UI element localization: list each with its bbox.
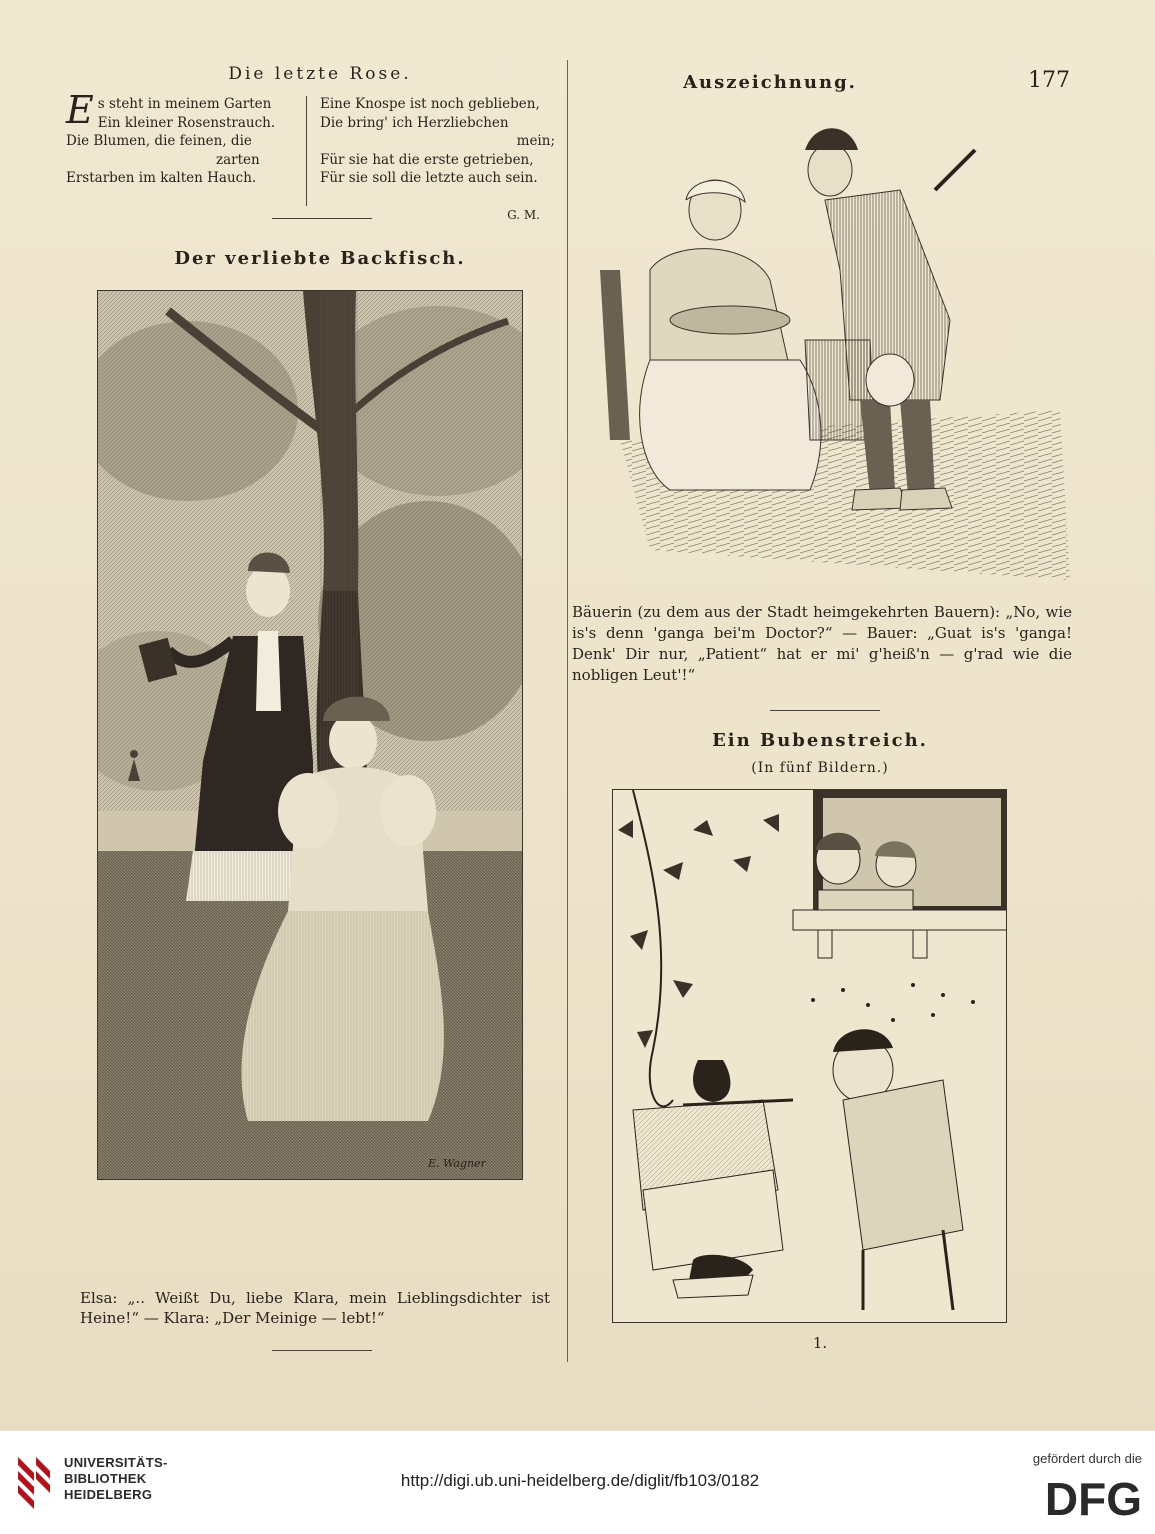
library-name-line: HEIDELBERG <box>64 1487 153 1502</box>
poem-author-initials: G. M. <box>507 208 540 222</box>
backfisch-illustration <box>97 290 523 1180</box>
bubenstreich-illustration <box>612 789 1007 1323</box>
library-name-line: UNIVERSITÄTS- <box>64 1455 168 1470</box>
archive-footer <box>0 1430 1155 1534</box>
section-divider <box>272 218 372 219</box>
poem-divider <box>306 96 307 206</box>
svg-text:DFG: DFG <box>1044 1475 1142 1519</box>
bubenstreich-title: Ein Bubenstreich. <box>712 730 928 751</box>
backfisch-caption: Elsa: „.. Weißt Du, liebe Klara, mein Lieblingsdichter ist Heine!“ — Klara: „Der Meinige — lebt!“ <box>80 1289 550 1327</box>
poem-line: Für sie hat die erste getrieben, <box>320 151 534 168</box>
bubenstreich-subtitle: (In fünf Bildern.) <box>751 760 889 776</box>
backfisch-engraving <box>98 291 523 1180</box>
poem-line: s steht in meinem Garten <box>97 96 272 112</box>
poem-line: Eine Knospe ist noch geblieben, <box>320 96 540 112</box>
section-divider <box>272 1350 372 1351</box>
poem-line: Die Blumen, die feinen, die <box>66 133 252 149</box>
poem-line: Für sie soll die letzte auch sein. <box>320 170 538 186</box>
artist-signature: E. Wagner <box>428 1157 486 1170</box>
page-number: 177 <box>1028 68 1070 93</box>
dfg-logo-icon[interactable] <box>1030 1475 1142 1519</box>
section-divider <box>770 710 880 711</box>
ub-heidelberg-logo-icon[interactable] <box>14 1451 54 1513</box>
funded-by-label: gefördert durch die <box>1032 1451 1142 1466</box>
library-name-line: BIBLIOTHEK <box>64 1471 147 1486</box>
poem-line: Die bring' ich Herzliebchen <box>320 114 509 131</box>
poem-line: Erstarben im kalten Hauch. <box>66 170 257 186</box>
poem-line: Ein kleiner Rosenstrauch. <box>97 114 276 131</box>
column-divider <box>567 60 568 1362</box>
poem-line: zarten <box>216 151 260 168</box>
poem-dropcap: E <box>66 88 94 132</box>
picture-number: 1. <box>812 1334 828 1352</box>
poem-line: mein; <box>516 133 555 149</box>
permalink-url[interactable]: http://digi.ub.uni-heidelberg.de/diglit/fb103/0182 <box>400 1471 760 1490</box>
auszeichnung-caption: Bäuerin (zu dem aus der Stadt heimgekehrten Bauern): „No, wie is's denn 'ganga bei'm Doctor?“ — Bauer: „Guat is's 'ganga! Denk' Dir nur, „Patient“ hat er mi' g'heiß'n — g'rad wie die nobligen Leut'!“ <box>572 603 1072 684</box>
backfisch-title: Der verliebte Backfisch. <box>174 248 466 269</box>
auszeichnung-engraving <box>590 110 1090 585</box>
poem-stanza-right <box>320 95 555 188</box>
bubenstreich-engraving <box>613 790 1007 1323</box>
poem-title: Die letzte Rose. <box>228 64 412 84</box>
auszeichnung-illustration <box>590 110 1090 585</box>
auszeichnung-title: Auszeichnung. <box>683 72 857 93</box>
poem-stanza-left <box>66 88 301 188</box>
library-name[interactable] <box>64 1455 168 1503</box>
